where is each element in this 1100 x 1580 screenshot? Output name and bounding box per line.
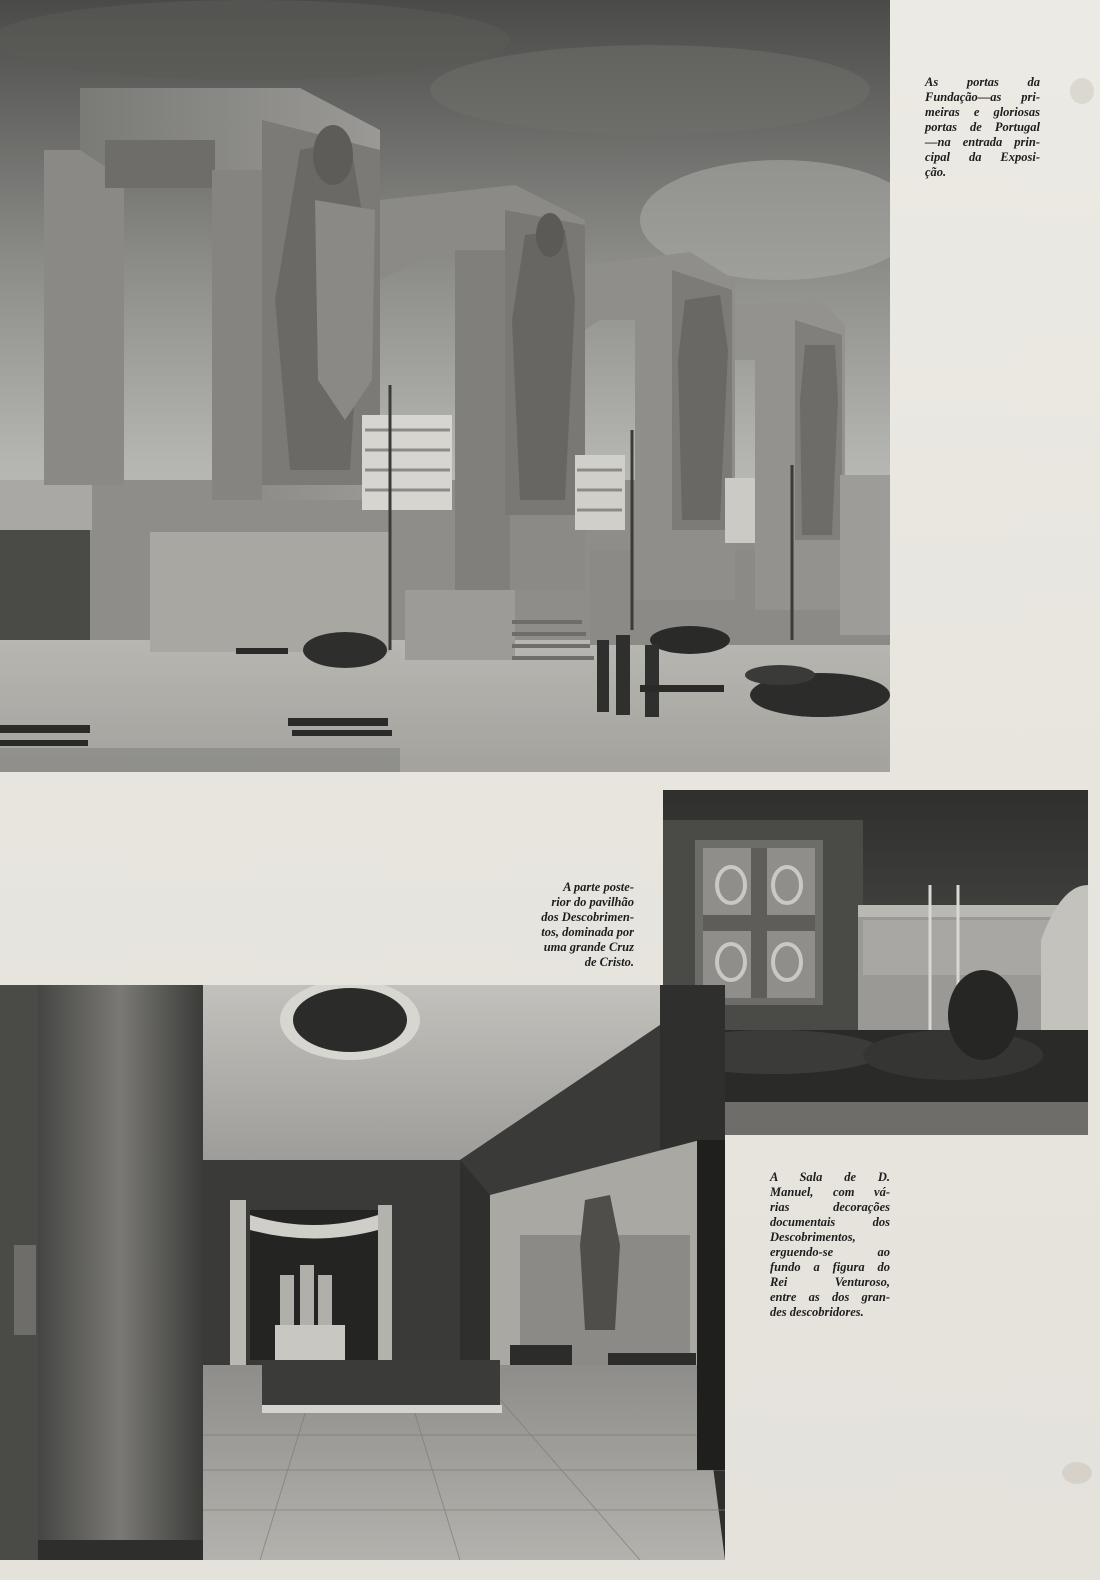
caption-hall — [770, 1170, 890, 1320]
caption-line: Manuel, com vá- — [770, 1185, 890, 1199]
caption-line: Rei Venturoso, — [770, 1275, 890, 1289]
caption-pavilion — [512, 880, 634, 970]
caption-line: Descobrimentos, — [770, 1230, 856, 1244]
caption-line: Fundação—as pri- — [925, 90, 1040, 104]
caption-line: ção. — [925, 165, 947, 179]
caption-line: de Cristo. — [584, 955, 634, 969]
caption-line: meiras e gloriosas — [925, 105, 1040, 119]
caption-line: A parte poste- — [563, 880, 634, 894]
paper-stain — [1062, 1462, 1092, 1484]
photo-monumental-gateway — [0, 0, 890, 772]
paper-stain — [1070, 78, 1094, 104]
caption-line: portas de Portugal — [925, 120, 1040, 134]
caption-line: fundo a figura do — [770, 1260, 890, 1274]
caption-line: dos Descobrimen- — [541, 910, 634, 924]
caption-line: uma grande Cruz — [543, 940, 634, 954]
caption-line: A Sala de D. — [770, 1170, 890, 1184]
photo-hall-of-d-manuel — [0, 985, 725, 1560]
caption-line: —na entrada prin- — [925, 135, 1040, 149]
caption-line: documentais dos — [770, 1215, 890, 1229]
caption-line: As portas da — [925, 75, 1040, 89]
caption-gateway — [925, 75, 1040, 180]
caption-line: rior do pavilhão — [551, 895, 634, 909]
caption-line: erguendo-se ao — [770, 1245, 890, 1259]
caption-line: cipal da Exposi- — [925, 150, 1040, 164]
photo-pavilion-cross — [663, 790, 1088, 1135]
caption-line: tos, dominada por — [541, 925, 634, 939]
caption-line: rias decorações — [770, 1200, 890, 1214]
caption-line: entre as dos gran- — [770, 1290, 890, 1304]
caption-line: des descobridores. — [770, 1305, 864, 1319]
